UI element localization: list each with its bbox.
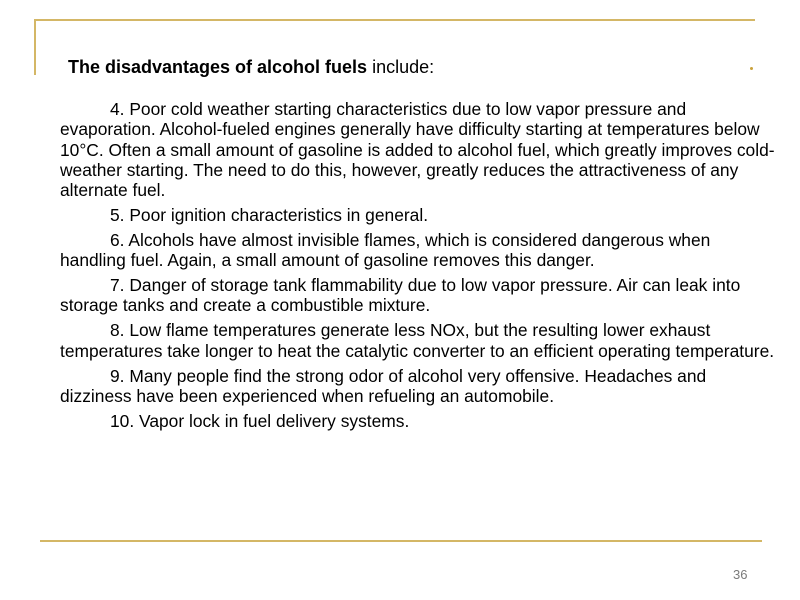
page-number: 36 bbox=[733, 567, 748, 582]
list-item: 6. Alcohols have almost invisible flames, which is considered dangerous when handling fuel. Again, a small amount of gasoline removes this danger. bbox=[60, 229, 711, 271]
list-item: 7. Danger of storage tank flammability due to low vapor pressure. Air can leak into storage tanks and create a combustible mixture. bbox=[60, 275, 741, 316]
item-list bbox=[60, 99, 775, 436]
left-rule bbox=[34, 19, 36, 75]
bottom-rule bbox=[40, 540, 762, 542]
slide-heading bbox=[68, 56, 434, 78]
decorative-dot bbox=[750, 67, 753, 70]
heading-bold: The disadvantages of alcohol fuels bbox=[68, 57, 368, 77]
list-item: 9. Many people find the strong odor of alcohol very offensive. Headaches and dizziness have been experienced when refueling an automobile. bbox=[60, 365, 707, 406]
list-item: 5. Poor ignition characteristics in general. bbox=[110, 205, 429, 226]
heading-rest: include: bbox=[367, 57, 435, 77]
list-item: 10. Vapor lock in fuel delivery systems. bbox=[110, 410, 410, 431]
top-rule bbox=[34, 19, 755, 21]
list-item: 4. Poor cold weather starting characteristics due to low vapor pressure and evaporation. Alcohol-fueled engines generally have difficulty starting at temperatures below 10°C. Often a small amount of gasoline is added to alcohol fuel, which greatly improves cold-weather starting. The need to do this, however, greatly reduces the attractiveness of any alternate fuel. bbox=[60, 99, 775, 201]
list-item: 8. Low flame temperatures generate less NOx, but the resulting lower exhaust temperatures take longer to heat the catalytic converter to an efficient operating temperature. bbox=[60, 320, 775, 361]
